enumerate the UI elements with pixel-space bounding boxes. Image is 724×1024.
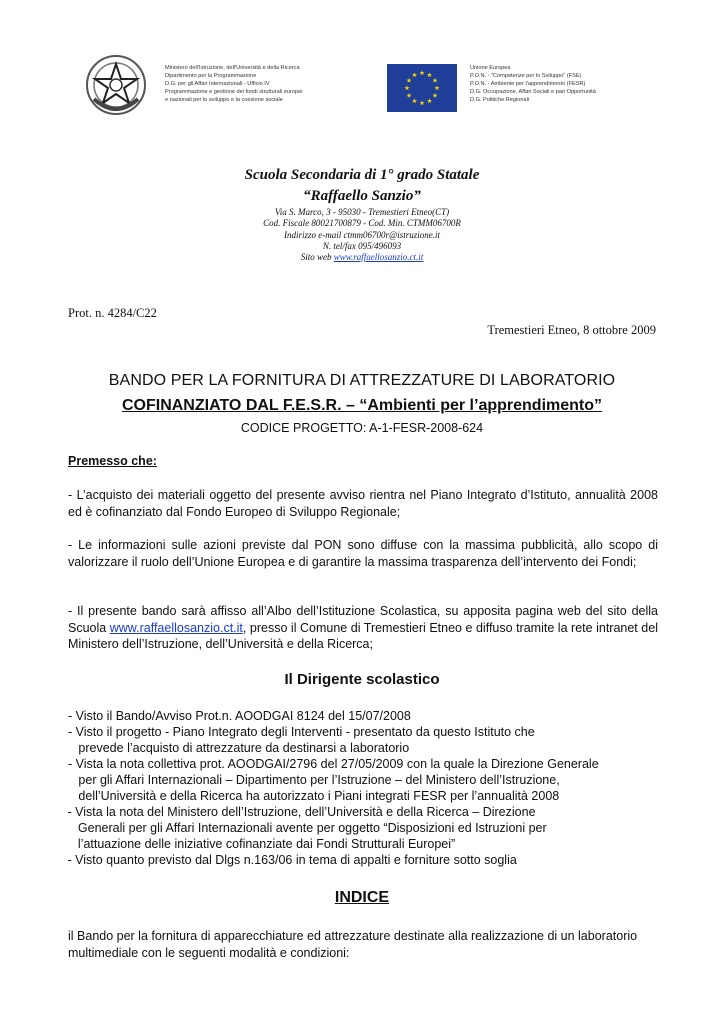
eu-line: P.O.N. - "Competenze per lo Sviluppo" (FSE): [470, 73, 582, 79]
visto-line: - Vista la nota del Ministero dell’Istruzione, dell’Università e della Ricerca – Direzione: [64, 805, 536, 819]
paragraph-text: , presso il Comune di Tremestieri Etneo e diffuso tramite la rete intranet del Ministero dell’Istruzione, dell’Università e della Ricerca;: [68, 620, 658, 651]
document-date: Tremestieri Etneo, 8 ottobre 2009: [487, 323, 656, 337]
school-heading: [0, 165, 724, 263]
bando-title: BANDO PER LA FORNITURA DI ATTREZZATURE DI LABORATORIO: [108, 372, 616, 389]
school-site-link[interactable]: www.raffaellosanzio.ct.it: [109, 620, 243, 635]
website-label: Sito web: [300, 252, 334, 263]
protocol-number: Prot. n. 4284/C22: [68, 306, 157, 320]
school-email: Indirizzo e-mail ctmm06700r@istruzione.it: [283, 229, 441, 240]
premesso-paragraph-2: [68, 537, 658, 570]
ministry-line: Ministero dell'Istruzione, dell'Università e della Ricerca: [165, 65, 300, 71]
school-phone: N. tel/fax 095/496093: [322, 240, 402, 251]
cofinanziato-title: COFINANZIATO DAL F.E.S.R. – “Ambienti per l’apprendimento”: [121, 397, 603, 414]
school-name-line2: “Raffaello Sanzio”: [303, 188, 421, 204]
ministry-line: D.G. per gli Affari Internazionali - Ufficio IV: [165, 81, 270, 87]
premesso-paragraph-1: [68, 487, 658, 520]
eu-header-text: [470, 64, 596, 104]
indice-text: il Bando per la fornitura di apparecchiature ed attrezzature destinate alla realizzazione di un laboratorio multimediale con le seguenti modalità e condizioni:: [68, 929, 638, 960]
ministry-line: e nazionali per lo sviluppo e la coesione sociale: [165, 97, 283, 103]
school-address: Via S. Marco, 3 - 95030 - Tremestieri Etneo(CT): [274, 207, 450, 217]
document-title: [0, 368, 724, 438]
eu-line: D.G. Politiche Regionali: [470, 97, 530, 103]
school-name-line1: Scuola Secondaria di 1° grado Statale: [244, 167, 480, 183]
school-codes: Cod. Fiscale 80021700879 - Cod. Min. CTMM06700R: [263, 218, 461, 229]
visto-list: [64, 708, 664, 868]
paragraph-text: - Le informazioni sulle azioni previste dal PON sono diffuse con la massima pubblicità, allo scopo di valorizzare il ruolo dell’Unione Europea e di garantire la massima trasparenza dell’intervento dei Fondi;: [68, 538, 658, 569]
visto-line: - Visto il Bando/Avviso Prot.n. AOODGAI 8124 del 15/07/2008: [68, 709, 411, 723]
visto-line: dell’Università e della Ricerca ha autorizzato i Piani integrati FESR per l’annualità 2008: [68, 789, 560, 803]
website-link[interactable]: www.raffaellosanzio.ct.it: [333, 252, 424, 263]
eu-line: D.G. Occupazione, Affari Sociali e pari Opportunità: [470, 89, 596, 95]
indice-heading: INDICE: [334, 889, 390, 906]
visto-line: prevede l’acquisto di attrezzature da destinarsi a laboratorio: [68, 741, 410, 755]
paragraph-text: - L’acquisto dei materiali oggetto del presente avviso rientra nel Piano Integrato d’Istituto, annualità 2008 ed è cofinanziato dal Fondo Europeo di Sviluppo Regionale;: [68, 488, 658, 519]
paragraph-text: - Il presente bando sarà affisso all’Albo dell’Istituzione Scolastica, su apposita pagina web del sito della Scuola: [68, 604, 658, 635]
project-code: CODICE PROGETTO: A-1-FESR-2008-624: [240, 421, 484, 435]
eu-flag-icon: [387, 64, 457, 112]
eu-line: P.O.N. - Ambiente per l'apprendimento (FESR): [470, 81, 586, 87]
premesso-paragraph-3: [68, 603, 658, 653]
school-website: [0, 252, 724, 263]
visto-line: - Vista la nota collettiva prot. AOODGAI/2796 del 27/05/2009 con la quale la Direzione Generale: [68, 757, 599, 771]
visto-line: per gli Affari Internazionali – Dipartimento per l’Istruzione – del Ministero dell’Istruzione,: [68, 773, 560, 787]
ministry-header-text: [165, 64, 302, 104]
ministry-line: Dipartimento per la Programmazione: [165, 73, 257, 79]
premesso-heading: Premesso che:: [68, 454, 157, 468]
visto-line: Generali per gli Affari Internazionali avente per oggetto “Disposizioni ed Istruzioni per: [64, 821, 547, 835]
repubblica-italiana-emblem-icon: [84, 53, 148, 117]
visto-line: - Visto quanto previsto dal Dlgs n.163/06 in tema di appalti e forniture sotto soglia: [64, 853, 517, 867]
visto-line: - Visto il progetto - Piano Integrato degli Interventi - presentato da questo Istituto che: [68, 725, 535, 739]
visto-line: l’attuazione delle iniziative cofinanziate dai Fondi Strutturali Europei”: [64, 837, 456, 851]
eu-line: Unione Europea: [470, 65, 511, 71]
ministry-line: Programmazione e gestione dei fondi strutturali europei: [165, 89, 303, 95]
dirigente-heading: Il Dirigente scolastico: [284, 671, 440, 688]
